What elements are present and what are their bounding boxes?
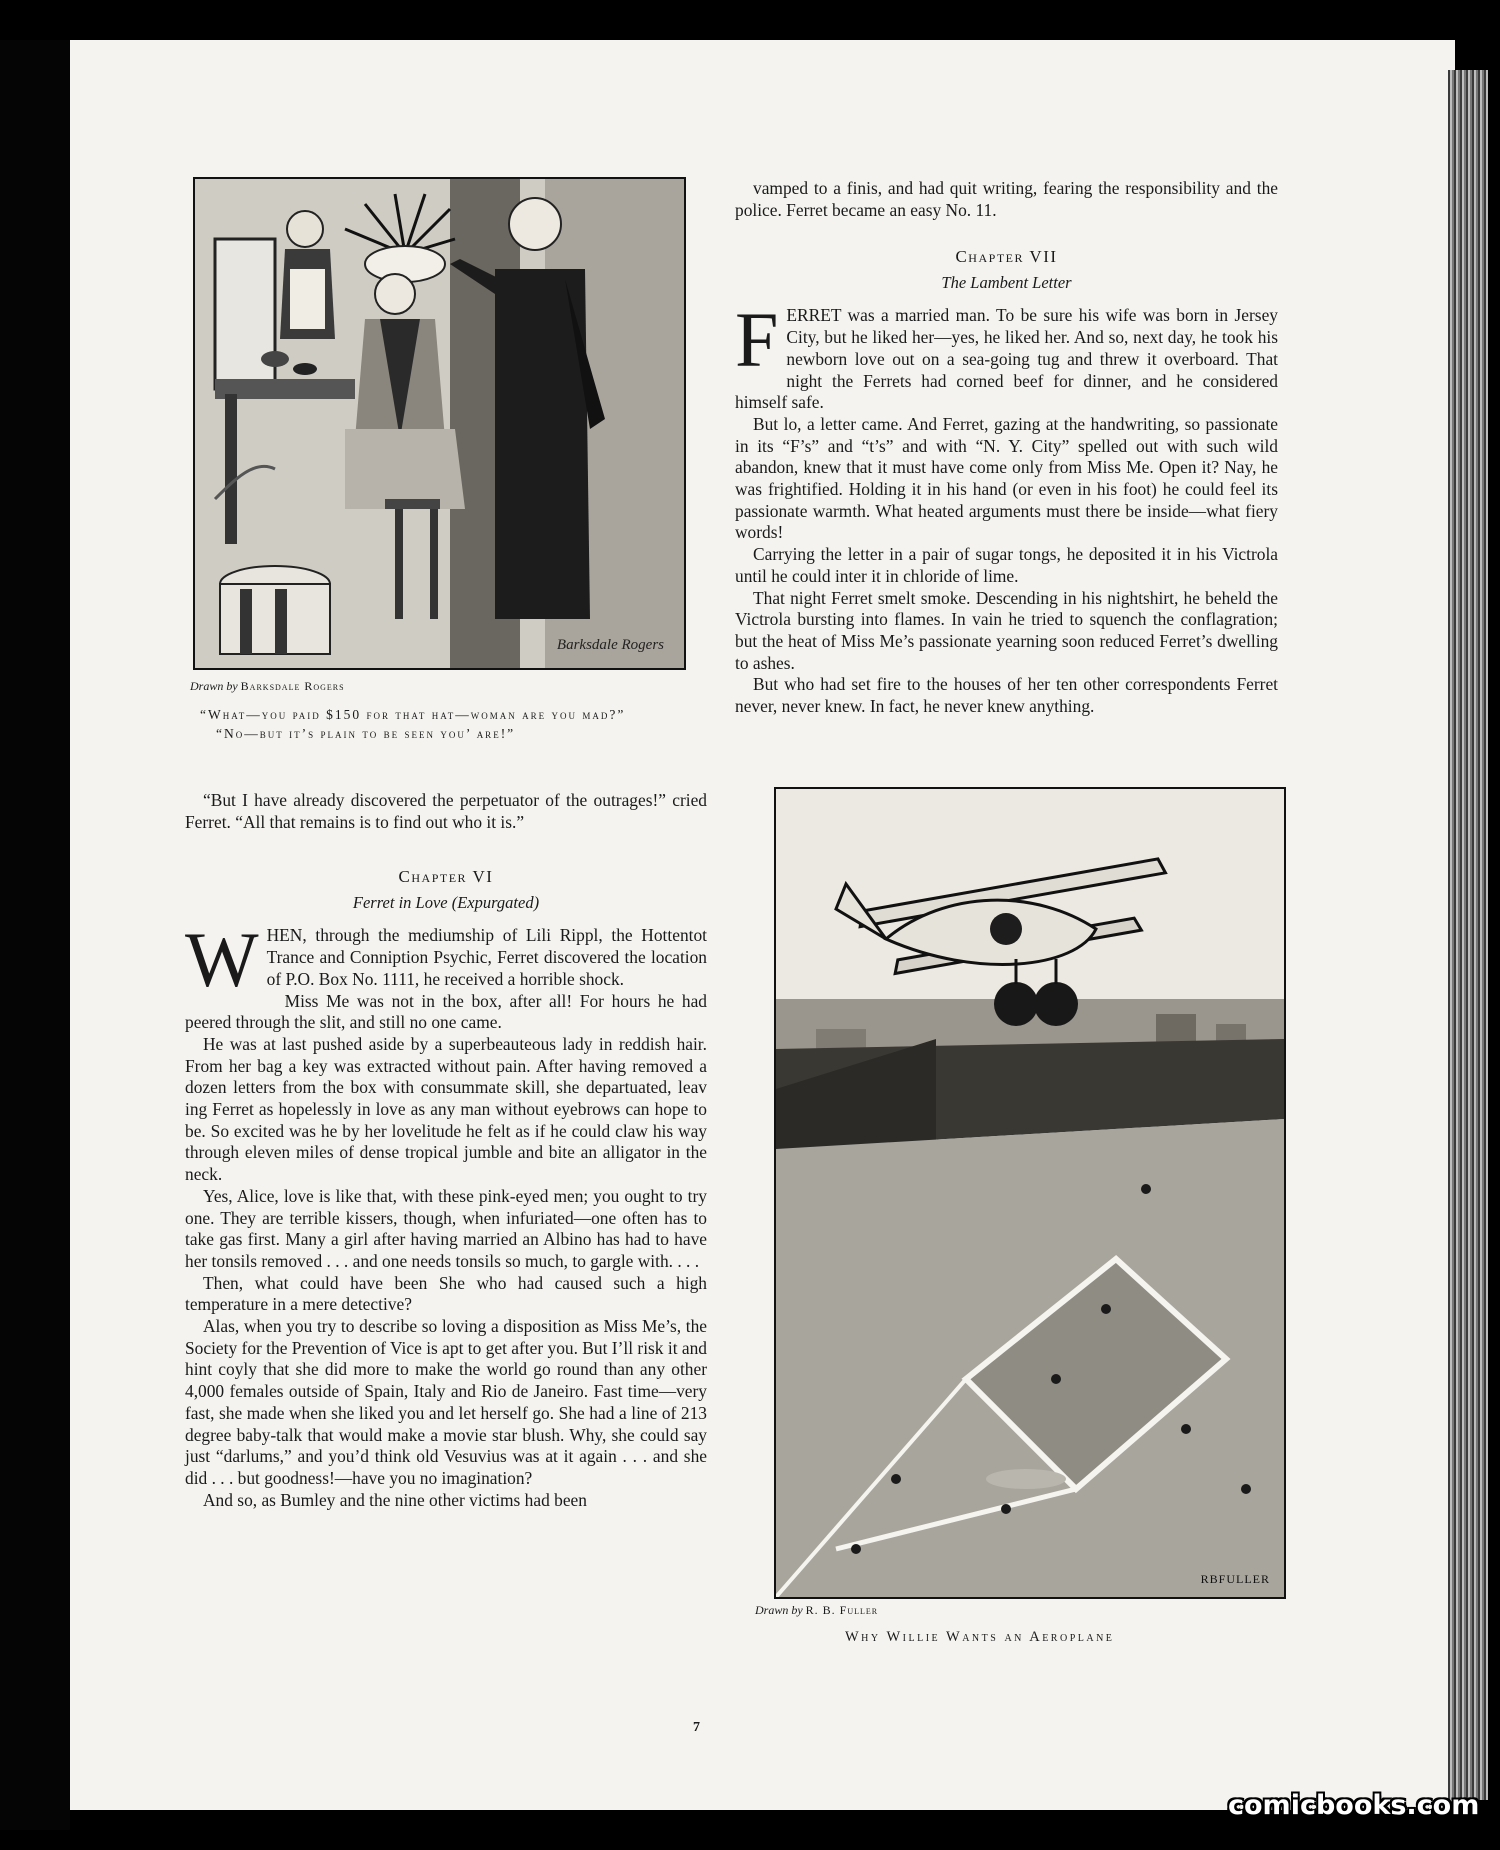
page-number: 7 [693, 1720, 700, 1735]
right-text-column [735, 178, 1278, 718]
drop-cap-f: F [735, 296, 779, 384]
continuation-paragraph: vamped to a finis, and had quit writing, fearing the responsibility and the police. Ferret became an easy No. 11. [735, 178, 1278, 220]
artist-signature-2: RBFULLER [1200, 1572, 1270, 1586]
chapter-6-subtitle: Ferret in Love (Expurgated) [352, 893, 540, 913]
drop-cap-w: W [185, 916, 259, 1004]
chapter-6-para-3: He was at last pushed aside by a superbeauteous lady in reddish hair. From her bag a key was extracted without pain. After having removed a dozen letters from the box with consummate skill, she departuated, leav ing Ferret as hopelessly in love as any man without eyebrows can hope to be. So excited was he by her lovelitude he felt as if he could claw his way through eleven miles of dense tropical jumble and bite an alligator in the neck. [185, 1033, 707, 1185]
chapter-7-heading: Chapter VII [955, 247, 1058, 267]
left-text-column [185, 790, 707, 1511]
scan-shadow-left [0, 40, 70, 1830]
credit-artist-2: R. B. Fuller [805, 1603, 879, 1617]
chapter-7-first-paragraph [735, 296, 1278, 414]
chapter-7-para-3: Carrying the letter in a pair of sugar tongs, he deposited it in his Victrola until he could inter it in chloride of lime. [735, 544, 1278, 586]
illustration-2-credit [755, 1603, 878, 1618]
illustration-2-caption: Why Willie Wants an Aeroplane [845, 1629, 1115, 1645]
cartoon-hat-illustration [193, 177, 686, 670]
chapter-6-heading: Chapter VI [398, 867, 494, 887]
cartoon-hat-drawing [195, 179, 684, 668]
intro-paragraph: “But I have already discovered the perpetuator of the outrages!” cried Ferret. “All that remains is to find out who it is.” [185, 790, 707, 832]
chapter-6-para-2: Miss Me was not in the box, after all! For hours he had peered through the slit, and still no one came. [185, 990, 707, 1033]
chapter-7-para-2: But lo, a letter came. And Ferret, gazing at the handwriting, so passionate in its “F’s” and “t’s” and with “N. Y. City” spelled out with such wild abandon, knew that it must have come only from Miss Me. Open it? Nay, he was frightified. Holding it in his hand (or even in his foot) he could feel its passionate warmth. What heated arguments must there be inside—what fiery words! [735, 413, 1278, 543]
illustration-1-credit [190, 679, 345, 694]
chapter-7-para-1-text: ERRET was a married man. To be sure his wife was born in Jersey City, but he liked her—yes, he liked her. And so, next day, he took his newborn love out on a sea-going tug and threw it overboard. That night the Ferrets had corned beef for dinner, and he considered himself safe. [735, 305, 1278, 413]
chapter-6-para-4: Yes, Alice, love is like that, with these pink-eyed men; you ought to try one. They are terrible kissers, though, when infuriated—one often has to take gas first. Many a girl after having married an Albino has had to have her tonsils removed . . . and one needs tonsils so much, to gargle with. . . . [185, 1185, 707, 1271]
credit-artist: Barksdale Rogers [240, 679, 345, 693]
chapter-6-para-1-text: HEN, through the mediumship of Lili Rippl, the Hottentot Trance and Conniption Psychic, Ferret discovered the location of P.O. Box No. 1111, he received a horrible shock. [266, 925, 707, 989]
chapter-6-para-6: Alas, when you try to describe so loving a disposition as Miss Me’s, the Society for the Prevention of Vice is apt to get after you. But I’ll risk it and hint coyly that she did more to make the world go round than any other 4,000 females outside of Spain, Italy and Rio de Janeiro. Fast time—very fast, she made when she liked you and let herself go. She had a line of 213 degree baby-talk that would make a movie star blush. Why, she could say just “darlums,” and you’d think old Vesuvius was at it again . . . and she did . . . but goodness!—have you no imagination? [185, 1316, 707, 1488]
watermark-logo: comicbooks.com [1228, 1790, 1480, 1821]
book-page-edges [1448, 70, 1488, 1800]
chapter-6-para-7: And so, as Bumley and the nine other victims had been [203, 1489, 587, 1510]
chapter-7-subtitle: The Lambent Letter [941, 273, 1072, 293]
caption-line-2: “No—but it’s plain to be seen you’ are!” [216, 726, 516, 741]
illustration-1-caption [200, 705, 670, 743]
credit-prefix: Drawn by [190, 679, 238, 693]
caption-line-1: “What—you paid $150 for that hat—woman are you mad?” [200, 707, 626, 722]
chapter-6-para-5: Then, what could have been She who had caused such a high temperature in a mere detective? [185, 1272, 707, 1315]
aeroplane-baseball-illustration [774, 787, 1286, 1599]
artist-signature: Barksdale Rogers [556, 637, 664, 653]
chapter-7-para-5: But who had set fire to the houses of her ten other correspondents Ferret never, never knew. In fact, he never knew anything. [735, 674, 1278, 717]
aeroplane-baseball-drawing [776, 789, 1284, 1597]
credit-prefix-2: Drawn by [755, 1603, 803, 1617]
chapter-7-para-4: That night Ferret smelt smoke. Descending in his nightshirt, he beheld the Victrola bursting into flames. In vain he tried to squench the conflagration; but the heat of Miss Me’s passionate yearning soon reduced Ferret’s dwelling to ashes. [735, 587, 1278, 673]
chapter-6-first-paragraph [185, 916, 707, 1004]
